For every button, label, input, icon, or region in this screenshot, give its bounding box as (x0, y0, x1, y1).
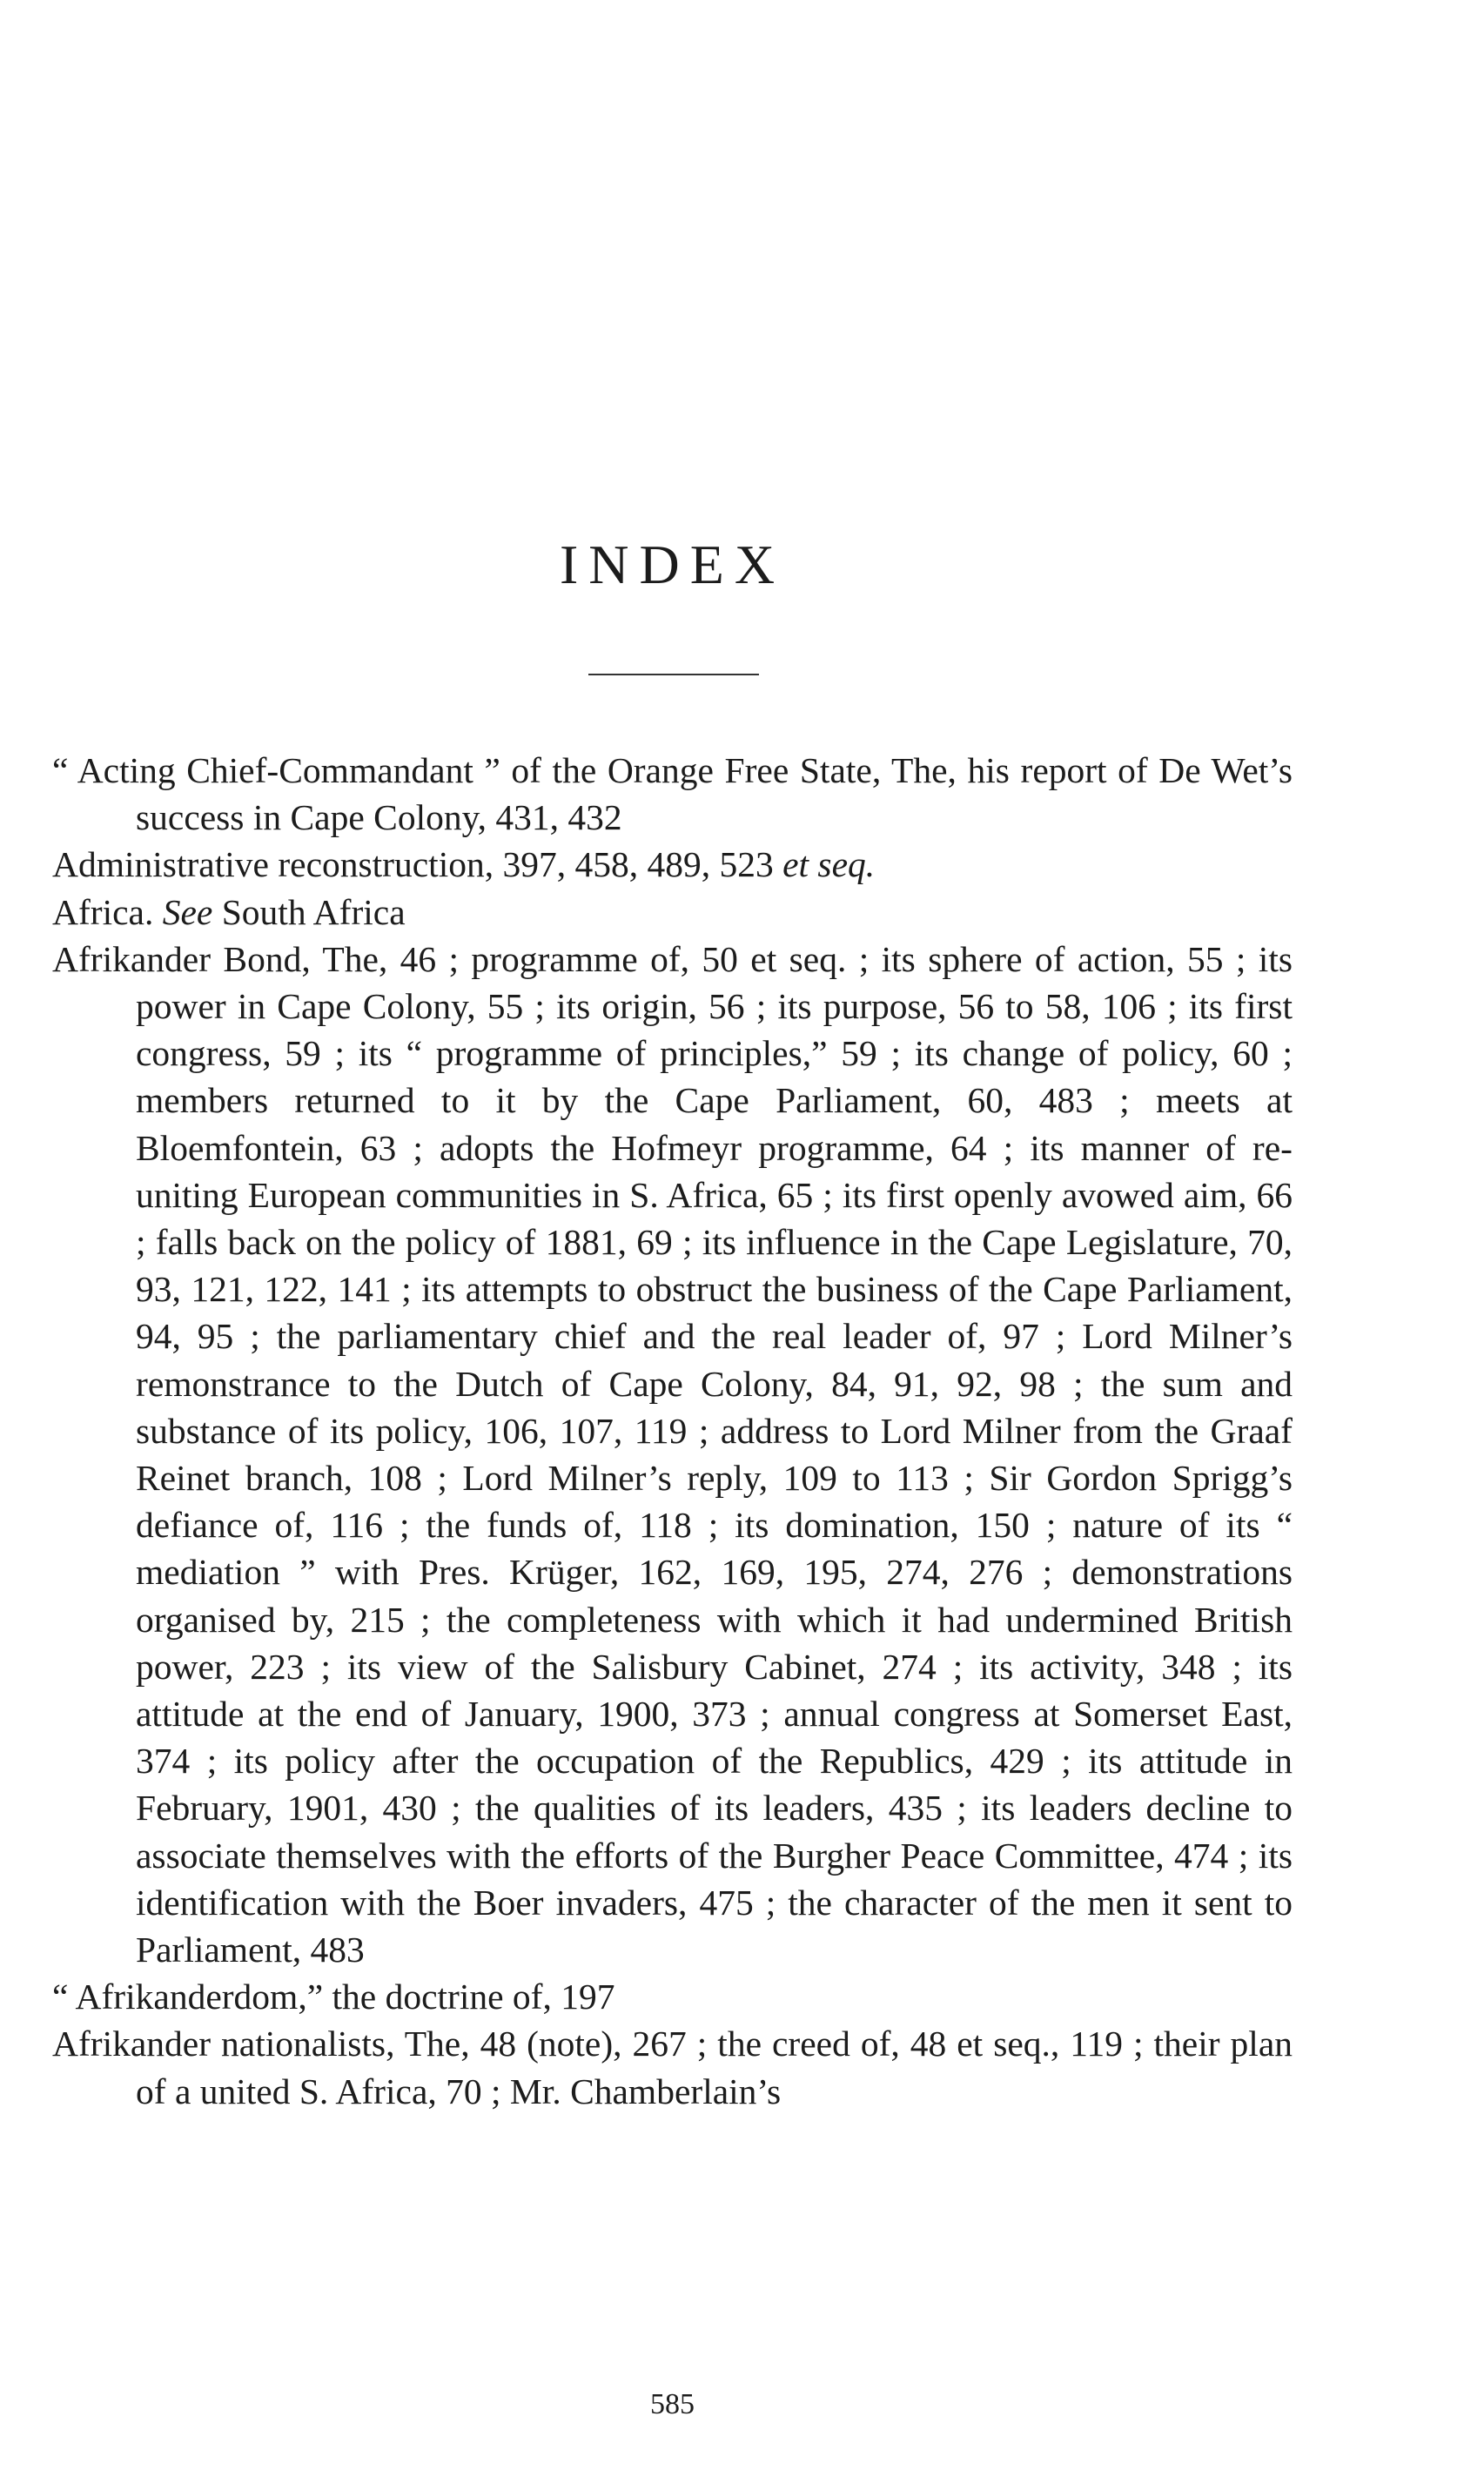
entry-text: Afrikander nationalists, The, 48 (note), 267 ; the creed of, 48 et seq., 119 ; their plan of a united S. Africa, 70 ; Mr. Chamberlain’s (52, 2024, 1293, 2111)
entry-italic-suffix: et seq. (782, 844, 876, 885)
page-title: INDEX (559, 534, 786, 595)
index-entries (52, 747, 1293, 2115)
see-reference-label: See (162, 891, 213, 932)
index-entry-africa (52, 889, 1293, 936)
entry-text: Administrative reconstruction, 397, 458, 489, 523 (52, 844, 783, 885)
page-number: 585 (650, 2388, 695, 2420)
index-entry-afrikanderdom (52, 1973, 1293, 2020)
index-entry-afrikander-nationalists (52, 2020, 1293, 2114)
index-entry-acting-chief-commandant (52, 747, 1293, 841)
entry-text: “ Afrikanderdom,” the doctrine of, 197 (52, 1977, 615, 2017)
entry-text: Afrikander Bond, The, 46 ; programme of, 50 et seq. ; its sphere of action, 55 ; its power in Cape Colony, 55 ; its origin, 56 ; its purpose, 56 to 58, 106 ; its first congress, 59 ; its “ programme of principles,” 59 ; its change of policy, 60 ; members returned to it by the Cape Parliament, 60, 483 ; meets at Bloemfontein, 63 ; adopts the Hofmeyr programme, 64 ; its manner of re-uniting European communities in S. Africa, 65 ; its first openly avowed aim, 66 ; falls back on the policy of 1881, 69 ; its influence in the Cape Legislature, 70, 93, 121, 122, 141 ; its attempts to obstruct the business of the Cape Parliament, 94, 95 ; the parliamentary chief and the real leader of, 97 ; Lord Milner’s remonstrance to the Dutch of Cape Colony, 84, 91, 92, 98 ; the sum and substance of its policy, 106, 107, 119 ; address to Lord Milner from the Graaf Reinet branch, 108 ; Lord Milner’s reply, 109 to 113 ; Sir Gordon Sprigg’s defiance of, 116 ; the funds of, 118 ; its domination, 150 ; nature of its “ mediation ” with Pres. Krüger, 162, 169, 195, 274, 276 ; demonstrations organised by, 215 ; the completeness with which it had undermined British power, 223 ; its view of the Salisbury Cabinet, 274 ; its activity, 348 ; its attitude at the end of January, 1900, 373 ; annual congress at Somerset East, 374 ; its policy after the occupation of the Republics, 429 ; its attitude in February, 1901, 430 ; the qualities of its leaders, 435 ; its leaders decline to associate themselves with the efforts of the Burgher Peace Committee, 474 ; its identification with the Boer invaders, 475 ; the character of the men it sent to Parliament, 483 (52, 938, 1293, 1970)
index-entry-afrikander-bond (52, 936, 1293, 1973)
see-reference-target: South Africa (212, 891, 406, 932)
entry-text: Africa. (52, 891, 163, 932)
index-entry-administrative-reconstruction (52, 841, 1293, 888)
title-divider (588, 674, 759, 675)
entry-text: “ Acting Chief-Commandant ” of the Orange Free State, The, his report of De Wet’s success in Cape Colony, 431, 432 (52, 750, 1293, 838)
